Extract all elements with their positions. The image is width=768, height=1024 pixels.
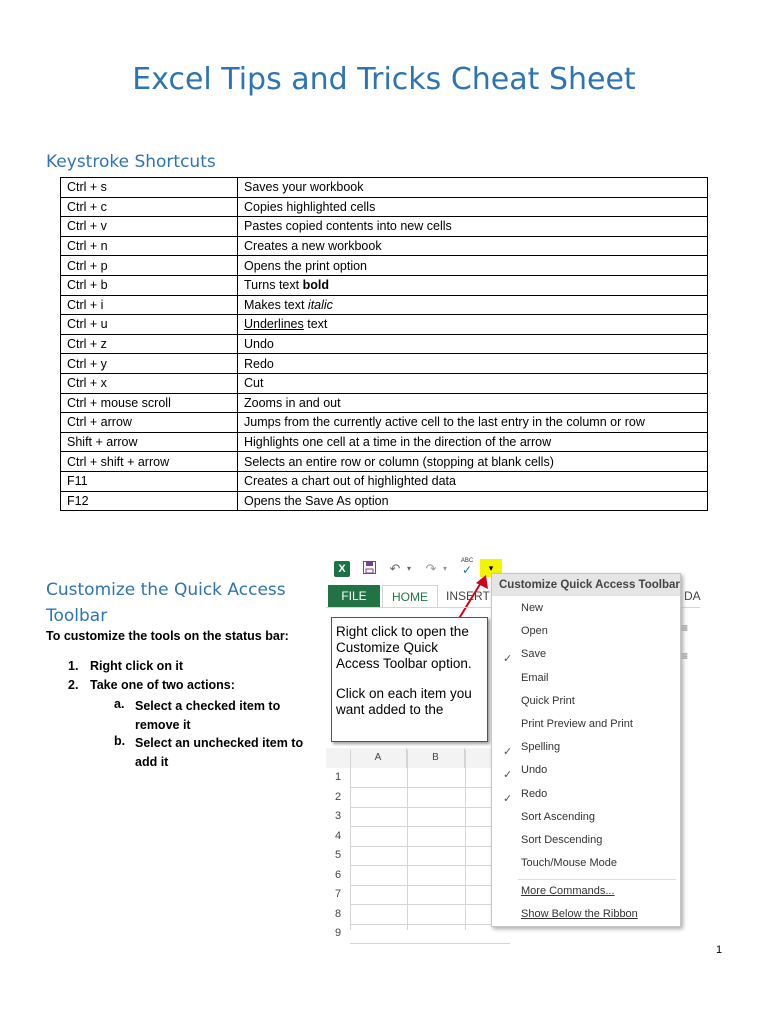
section-heading-keystrokes: Keystroke Shortcuts (46, 152, 216, 172)
row-header[interactable]: 9 (334, 927, 342, 939)
shortcut-description: Saves your workbook (238, 178, 708, 198)
shortcut-key: Ctrl + y (61, 354, 238, 374)
row-header[interactable]: 5 (334, 849, 342, 861)
menu-item-label (503, 787, 548, 805)
row-header[interactable]: 6 (334, 868, 342, 881)
menu-item-show-below-ribbon[interactable] (492, 903, 680, 926)
grid-row-line (350, 943, 510, 944)
menu-item-label: More Commands... (521, 885, 615, 897)
shortcut-key: Ctrl + z (61, 334, 238, 354)
description-emphasis: italic (307, 297, 333, 312)
table-row (61, 295, 708, 315)
shortcut-description: Cut (238, 373, 708, 393)
step-b-line2: add it (135, 755, 169, 769)
grid-row-line (350, 787, 510, 788)
grid-row-line (350, 807, 510, 808)
menu-item[interactable] (492, 783, 680, 806)
instruction-callout (331, 617, 488, 742)
grid-column-line (465, 750, 466, 930)
shortcut-key: Ctrl + b (61, 275, 238, 295)
menu-item-text: Spelling (521, 741, 561, 754)
grid-column-line (407, 750, 408, 930)
step-a-letter: a. (114, 697, 125, 711)
callout-line3: Access Toolbar option. (336, 656, 472, 671)
shortcuts-table-body (61, 178, 708, 511)
redo-icon[interactable]: ↷ (425, 561, 437, 576)
step-2-number: 2. (68, 678, 79, 692)
shortcut-description: Highlights one cell at a time in the direction of the arrow (238, 432, 708, 452)
checkmark-icon: ✓ (503, 792, 513, 805)
table-row (61, 197, 708, 217)
shortcut-key: Ctrl + n (61, 236, 238, 256)
shortcut-key: Ctrl + arrow (61, 413, 238, 433)
shortcut-description: Jumps from the currently active cell to the last entry in the column or row (238, 413, 708, 433)
menu-item-label (521, 857, 617, 869)
excel-logo-icon: X (334, 561, 350, 577)
checkmark-icon: ✓ (503, 769, 513, 782)
table-row (61, 256, 708, 276)
shortcut-key: Ctrl + v (61, 217, 238, 237)
grid-corner[interactable] (326, 748, 351, 768)
shortcut-description: Opens the print option (238, 256, 708, 276)
menu-item-label (521, 602, 543, 614)
excel-screenshot (326, 555, 701, 939)
redo-dropdown-icon[interactable]: ▾ (442, 564, 447, 573)
menu-item[interactable] (492, 806, 680, 829)
tab-data-partial[interactable]: DA (684, 589, 701, 603)
document-title: Excel Tips and Tricks Cheat Sheet (132, 62, 636, 97)
menu-item-label (521, 811, 595, 823)
table-row (61, 452, 708, 472)
grid-row-line (350, 904, 510, 905)
menu-item-text: Quick Print (521, 694, 575, 707)
grid-row-line (350, 846, 510, 847)
grid-row-line (350, 924, 510, 925)
menu-item[interactable] (492, 620, 680, 643)
menu-item[interactable] (492, 759, 680, 782)
table-row (61, 491, 708, 511)
step-a-text (135, 697, 280, 735)
callout-line1: Right click to open the (336, 624, 469, 639)
section-heading-line2: Toolbar (46, 606, 108, 626)
menu-item[interactable] (492, 713, 680, 736)
menu-item-text: Sort Descending (521, 834, 603, 846)
table-row (61, 354, 708, 374)
column-header-a[interactable]: A (350, 748, 407, 768)
row-header[interactable]: 3 (334, 810, 342, 822)
customize-qat-dropdown-icon[interactable]: ▾ (480, 559, 502, 577)
step-a-line2: remove it (135, 718, 191, 732)
menu-item-label (521, 834, 602, 846)
row-header[interactable]: 8 (334, 907, 342, 920)
menu-item-label (503, 741, 561, 759)
menu-item-text: Email (521, 671, 549, 684)
checkmark-icon: ✓ (503, 653, 513, 666)
menu-item-text: Undo (521, 764, 548, 777)
grid-row-line (350, 865, 510, 866)
menu-item-label (521, 718, 633, 730)
callout-line2: Customize Quick (336, 640, 439, 655)
table-row (61, 275, 708, 295)
callout-line4: Click on each item you (336, 686, 472, 701)
menu-item-text: Save (521, 648, 547, 661)
column-header-b[interactable]: B (407, 748, 465, 768)
step-2-text: Take one of two actions: (90, 678, 235, 692)
row-header[interactable]: 4 (334, 829, 342, 842)
row-header[interactable]: 1 (334, 771, 342, 783)
menu-item[interactable] (492, 736, 680, 759)
shortcut-key: Ctrl + u (61, 315, 238, 335)
section-heading-line1: Customize the Quick Access (46, 580, 286, 600)
menu-item-text: Redo (521, 787, 548, 800)
step-b-letter: b. (114, 734, 126, 748)
shortcut-key: F11 (61, 471, 238, 491)
checkmark-icon: ✓ (503, 746, 513, 759)
menu-item[interactable] (492, 852, 680, 875)
shortcut-key: Ctrl + s (61, 178, 238, 198)
menu-item-label: Show Below the Ribbon (521, 908, 638, 920)
column-header-c[interactable] (465, 748, 492, 768)
shortcut-key: Ctrl + c (61, 197, 238, 217)
align-icon-2[interactable]: ≡ (681, 649, 689, 663)
menu-item-text: Open (521, 625, 548, 638)
step-b-line1: Select an unchecked item to (135, 736, 304, 750)
spelling-icon-label: ABC (460, 558, 474, 564)
tab-insert[interactable]: INSERT (446, 589, 490, 603)
table-row (61, 432, 708, 452)
description-emphasis: Underlines (244, 317, 304, 332)
step-1-text: Right click on it (90, 659, 184, 673)
shortcuts-table (60, 177, 708, 511)
shortcut-description (238, 295, 708, 315)
menu-item-label (521, 695, 575, 707)
spelling-icon[interactable] (458, 557, 476, 577)
shortcut-key: Ctrl + mouse scroll (61, 393, 238, 413)
shortcut-key: Ctrl + shift + arrow (61, 452, 238, 472)
shortcut-description: Pastes copied contents into new cells (238, 217, 708, 237)
grid-row-line (350, 885, 510, 886)
description-text: Turns text (244, 278, 303, 293)
align-icon-1[interactable]: ≡ (681, 621, 689, 635)
table-row (61, 334, 708, 354)
menu-item[interactable] (492, 829, 680, 852)
callout-spacer (336, 672, 483, 686)
shortcut-description: Redo (238, 354, 708, 374)
menu-item-text: Print Preview and Print (521, 718, 633, 730)
menu-item-more-commands[interactable] (492, 880, 680, 903)
shortcut-description: Creates a chart out of highlighted data (238, 471, 708, 491)
tab-file[interactable]: FILE (328, 585, 380, 607)
shortcut-key: Shift + arrow (61, 432, 238, 452)
shortcut-description: Opens the Save As option (238, 491, 708, 511)
shortcut-description: Zooms in and out (238, 393, 708, 413)
table-row (61, 373, 708, 393)
row-header[interactable]: 7 (334, 888, 342, 900)
table-row (61, 413, 708, 433)
table-row (61, 393, 708, 413)
menu-item-label (503, 648, 547, 666)
menu-item-text: Sort Ascending (521, 810, 595, 823)
shortcut-key: Ctrl + i (61, 295, 238, 315)
shortcut-key: Ctrl + x (61, 373, 238, 393)
menu-item-text: Touch/Mouse Mode (521, 857, 617, 870)
description-emphasis: bold (302, 278, 329, 293)
menu-item-label (521, 672, 549, 684)
customize-qat-menu (491, 573, 681, 927)
shortcut-description: Undo (238, 334, 708, 354)
menu-item-text: New (521, 602, 544, 614)
shortcut-key: Ctrl + p (61, 256, 238, 276)
grid-row-line (350, 826, 510, 827)
table-row (61, 315, 708, 335)
shortcut-key: F12 (61, 491, 238, 511)
description-text: text (303, 317, 328, 332)
step-1-number: 1. (68, 659, 79, 673)
shortcut-description (238, 315, 708, 335)
table-row (61, 217, 708, 237)
page-number: 1 (716, 944, 723, 956)
undo-icon[interactable]: ↶ (389, 561, 401, 576)
menu-item-label (521, 625, 548, 637)
spelling-check-mark: ✓ (461, 563, 473, 577)
step-a-line1: Select a checked item to (135, 699, 281, 713)
menu-title: Customize Quick Access Toolbar (492, 574, 680, 596)
menu-item[interactable] (492, 597, 680, 620)
table-row (61, 178, 708, 198)
menu-item[interactable] (492, 667, 680, 690)
tab-home[interactable]: HOME (382, 585, 438, 608)
row-header[interactable]: 2 (334, 790, 342, 803)
table-row (61, 236, 708, 256)
step-b-text (135, 734, 303, 772)
menu-item-label (503, 764, 548, 782)
undo-dropdown-icon[interactable]: ▾ (406, 564, 411, 573)
instructions-intro: To customize the tools on the status bar: (46, 629, 289, 643)
section-heading-quick-access (46, 577, 286, 629)
menu-item[interactable] (492, 643, 680, 666)
grid-column-line (350, 750, 351, 930)
description-text: Makes text (244, 297, 308, 312)
shortcut-description (238, 275, 708, 295)
shortcut-description: Selects an entire row or column (stopping at blank cells) (238, 452, 708, 472)
callout-line5: want added to the (336, 702, 444, 717)
save-icon[interactable] (360, 561, 378, 577)
shortcut-description: Creates a new workbook (238, 236, 708, 256)
menu-item[interactable] (492, 690, 680, 713)
table-row (61, 471, 708, 491)
shortcut-description: Copies highlighted cells (238, 197, 708, 217)
